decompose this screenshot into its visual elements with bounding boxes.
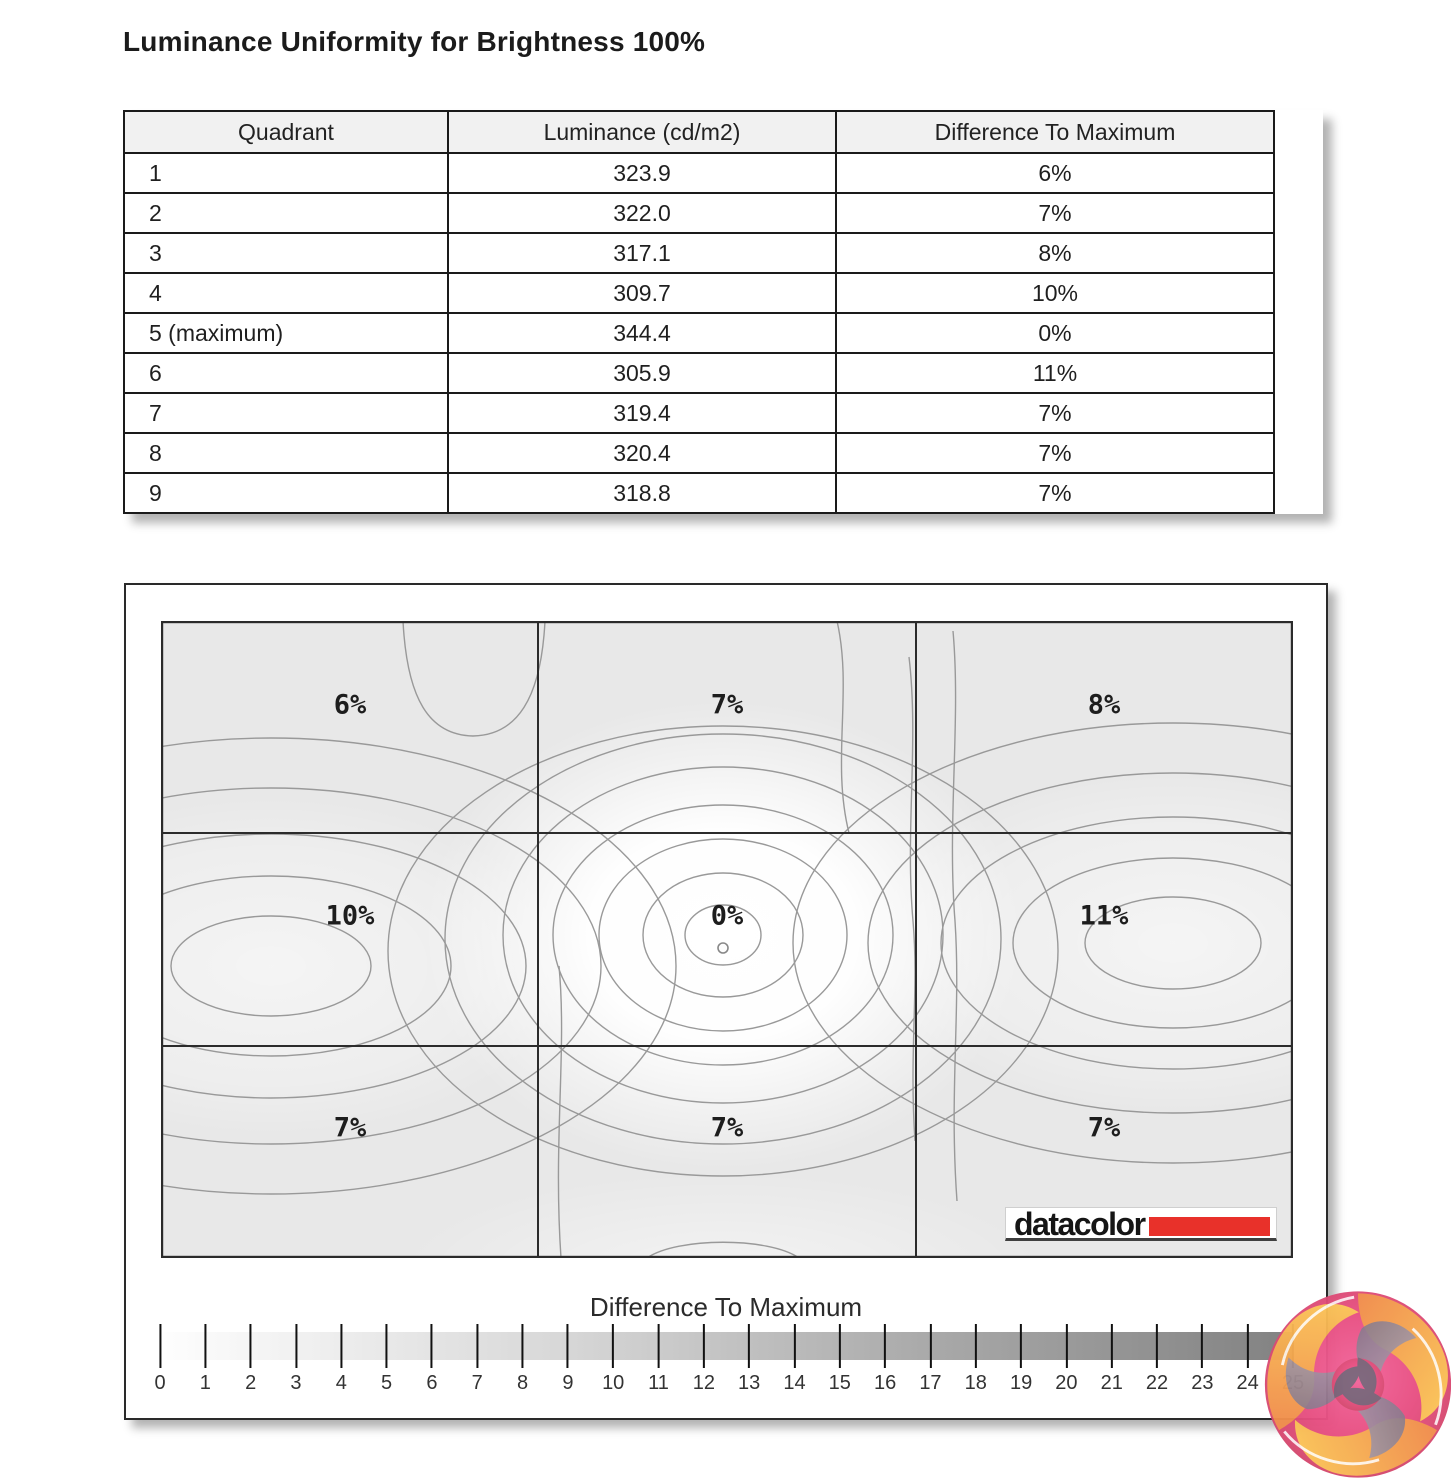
table-cell: 5 (maximum) [124, 313, 448, 353]
colorbar-tick [200, 1324, 211, 1395]
table-cell: 322.0 [448, 193, 836, 233]
colorbar-title: Difference To Maximum [589, 1292, 863, 1322]
tick-mark [703, 1324, 705, 1368]
tick-mark [1201, 1324, 1203, 1368]
tick-label: 6 [426, 1372, 438, 1394]
table-cell: 4 [124, 273, 448, 313]
table-cell: 7% [836, 473, 1274, 513]
tick-mark [748, 1324, 750, 1368]
cell-label-q4: 10% [325, 900, 375, 932]
colorbar-tick [1010, 1324, 1032, 1395]
tick-mark [295, 1324, 297, 1368]
table-cell: 7% [836, 393, 1274, 433]
colorbar-tick [783, 1324, 805, 1395]
table-row [124, 473, 1274, 513]
table-cell: 10% [836, 273, 1274, 313]
tick-label: 20 [1055, 1372, 1078, 1394]
cell-label-q3: 8% [1087, 689, 1121, 721]
tick-mark [250, 1324, 252, 1368]
colorbar-tick [874, 1324, 896, 1395]
table-cell: 2 [124, 193, 448, 233]
tick-mark [522, 1324, 524, 1368]
col-header-luminance: Luminance (cd/m2) [448, 111, 836, 153]
table-cell: 317.1 [448, 233, 836, 273]
col-header-quadrant: Quadrant [124, 111, 448, 153]
tick-label: 15 [828, 1372, 851, 1394]
table-row [124, 353, 1274, 393]
cell-label-q9: 7% [1087, 1112, 1121, 1144]
tick-label: 22 [1145, 1372, 1169, 1394]
datacolor-red-bar [1149, 1217, 1270, 1236]
table-cell: 11% [836, 353, 1274, 393]
table-header-row [124, 111, 1274, 153]
tick-mark [431, 1324, 433, 1368]
table-cell: 318.8 [448, 473, 836, 513]
colorbar-tick [1101, 1324, 1123, 1395]
colorbar-tick [245, 1324, 256, 1395]
tick-mark [793, 1324, 795, 1368]
tick-mark [612, 1324, 614, 1368]
table-cell: 6% [836, 153, 1274, 193]
colorbar-tick [1191, 1324, 1213, 1395]
table-cell: 8% [836, 233, 1274, 273]
tick-label: 11 [648, 1372, 669, 1394]
tick-mark [839, 1324, 841, 1368]
tick-mark [476, 1324, 478, 1368]
colorbar-tick [336, 1324, 347, 1395]
colorbar-tick [381, 1324, 392, 1395]
tick-mark [1247, 1324, 1249, 1368]
tick-mark [159, 1324, 161, 1368]
table-row [124, 153, 1274, 193]
col-header-difference: Difference To Maximum [836, 111, 1274, 153]
tick-label: 7 [471, 1372, 483, 1394]
colorbar-tick [919, 1324, 941, 1395]
tick-mark [1065, 1324, 1067, 1368]
tick-label: 2 [245, 1372, 257, 1394]
table-cell: 344.4 [448, 313, 836, 353]
tick-label: 18 [964, 1372, 987, 1394]
cell-label-q7: 7% [333, 1112, 367, 1144]
center-point-marker [718, 943, 728, 953]
tick-label: 5 [381, 1372, 393, 1394]
table-cell: 8 [124, 433, 448, 473]
page-title: Luminance Uniformity for Brightness 100% [123, 26, 706, 57]
table-cell: 323.9 [448, 153, 836, 193]
uniformity-table-card [123, 110, 1323, 514]
tick-mark [386, 1324, 388, 1368]
tick-mark [884, 1324, 886, 1368]
tick-mark [929, 1324, 931, 1368]
colorbar-tick [648, 1324, 669, 1395]
tick-mark [1020, 1324, 1022, 1368]
tick-label: 3 [290, 1372, 302, 1394]
cell-label-q5: 0% [710, 900, 744, 932]
colorbar-tick [426, 1324, 437, 1395]
uniformity-table [123, 110, 1275, 514]
colorbar-tick [738, 1324, 760, 1395]
cell-label-q8: 7% [710, 1112, 744, 1144]
colorbar-tick [965, 1324, 987, 1395]
table-cell: 3 [124, 233, 448, 273]
contour-plot [161, 621, 1293, 1258]
table-cell: 9 [124, 473, 448, 513]
table-row [124, 313, 1274, 353]
table-row [124, 393, 1274, 433]
table-cell: 6 [124, 353, 448, 393]
tick-label: 4 [335, 1372, 347, 1394]
table-cell: 7% [836, 193, 1274, 233]
tick-label: 0 [154, 1372, 166, 1394]
cell-label-q2: 7% [710, 689, 744, 721]
colorbar-tick [517, 1324, 528, 1395]
colorbar-tick [1146, 1324, 1168, 1395]
tick-mark [1156, 1324, 1158, 1368]
colorbar-tick [1237, 1324, 1259, 1395]
colorbar-ticks [154, 1324, 1293, 1394]
tick-label: 10 [602, 1372, 625, 1394]
datacolor-wordmark: datacolor [1014, 1206, 1145, 1242]
colorbar-tick [154, 1324, 165, 1395]
tick-label: 24 [1236, 1372, 1259, 1394]
tick-label: 17 [919, 1372, 942, 1394]
tick-mark [975, 1324, 977, 1368]
table-cell: 309.7 [448, 273, 836, 313]
tick-label: 16 [873, 1372, 897, 1394]
table-cell: 319.4 [448, 393, 836, 433]
table-row [124, 233, 1274, 273]
colorbar-tick [472, 1324, 483, 1395]
table-cell: 7 [124, 393, 448, 433]
uniformity-map-card [124, 583, 1328, 1420]
table-cell: 320.4 [448, 433, 836, 473]
tick-label: 23 [1191, 1372, 1214, 1394]
tick-label: 14 [783, 1372, 806, 1394]
datacolor-logo [1005, 1207, 1277, 1241]
kitguru-watermark-logo [1261, 1285, 1451, 1484]
table-cell: 7% [836, 433, 1274, 473]
tick-mark [340, 1324, 342, 1368]
tick-label: 12 [692, 1372, 715, 1394]
table-row [124, 193, 1274, 233]
tick-mark [567, 1324, 569, 1368]
cell-label-q6: 11% [1079, 900, 1129, 932]
tick-label: 1 [199, 1372, 211, 1394]
table-cell: 1 [124, 153, 448, 193]
tick-label: 8 [516, 1372, 529, 1394]
tick-mark [204, 1324, 206, 1368]
colorbar-tick [562, 1324, 573, 1395]
tick-label: 9 [562, 1372, 574, 1394]
table-cell: 305.9 [448, 353, 836, 393]
tick-label: 21 [1100, 1372, 1123, 1394]
tick-label: 19 [1009, 1372, 1033, 1394]
tick-mark [658, 1324, 660, 1368]
table-cell: 0% [836, 313, 1274, 353]
table-row [124, 273, 1274, 313]
colorbar-tick [829, 1324, 851, 1395]
colorbar-tick [693, 1324, 715, 1395]
colorbar-tick [290, 1324, 301, 1395]
table-row [124, 433, 1274, 473]
cell-label-q1: 6% [333, 689, 367, 721]
colorbar-tick [1055, 1324, 1077, 1395]
tick-label: 13 [738, 1372, 761, 1394]
colorbar-tick [602, 1324, 624, 1395]
tick-mark [1111, 1324, 1113, 1368]
